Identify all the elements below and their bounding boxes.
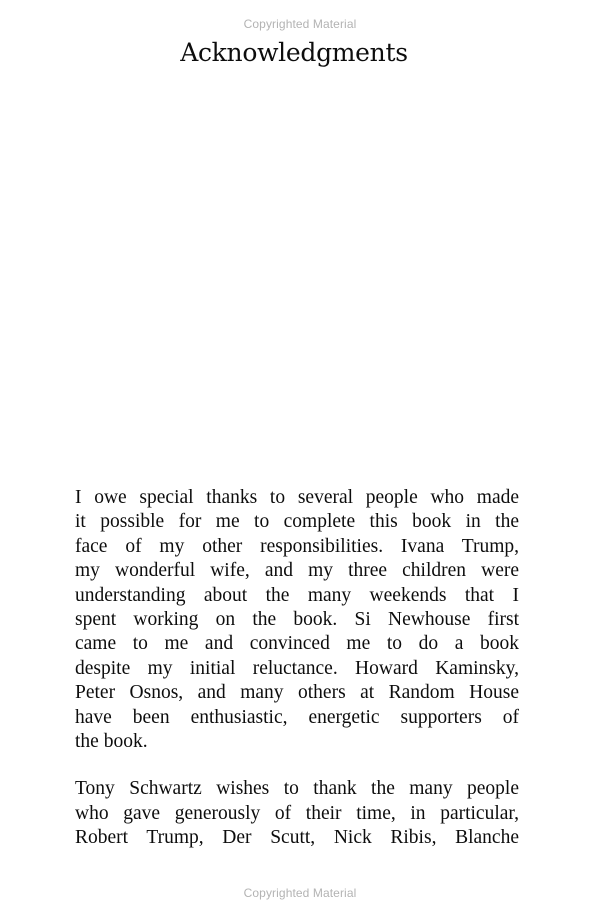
copyright-watermark-top: Copyrighted Material xyxy=(243,17,357,31)
paragraph-1 xyxy=(75,486,519,754)
text-line: my wonderful wife, and my three children were xyxy=(75,560,519,582)
text-line: Robert Trump, Der Scutt, Nick Ribis, Blanche xyxy=(75,827,519,849)
text-line: the book. xyxy=(75,731,148,753)
text-line: understanding about the many weekends that I xyxy=(75,584,519,606)
text-line: have been enthusiastic, energetic supporters of xyxy=(75,706,519,728)
text-line: it possible for me to complete this book in the xyxy=(75,511,519,533)
text-line: Peter Osnos, and many others at Random House xyxy=(75,682,519,704)
text-line: face of my other responsibilities. Ivana Trump, xyxy=(75,535,519,557)
acknowledgments-body xyxy=(75,486,519,874)
text-line: I owe special thanks to several people who made xyxy=(75,487,519,508)
text-line: despite my initial reluctance. Howard Kaminsky, xyxy=(75,657,519,679)
text-line: Tony Schwartz wishes to thank the many people xyxy=(75,778,519,800)
page-title: Acknowledgments xyxy=(180,38,408,67)
text-line: who gave generously of their time, in particular, xyxy=(75,802,519,824)
text-line: spent working on the book. Si Newhouse first xyxy=(75,609,519,631)
paragraph-2 xyxy=(75,777,519,850)
copyright-watermark-bottom: Copyrighted Material xyxy=(243,886,357,900)
text-line: came to me and convinced me to do a book xyxy=(75,633,519,655)
